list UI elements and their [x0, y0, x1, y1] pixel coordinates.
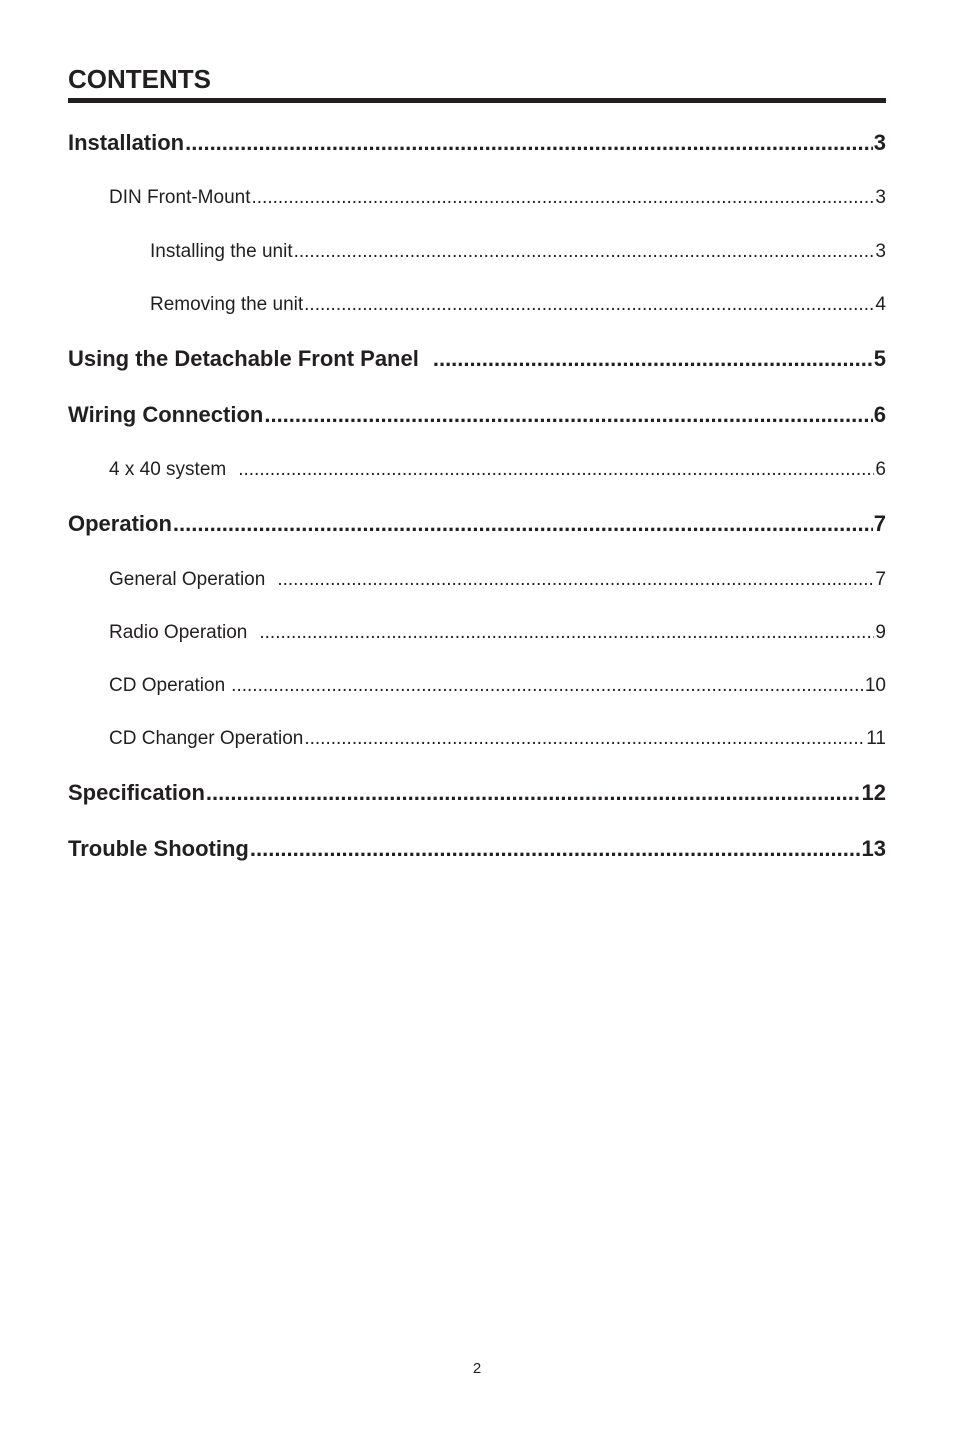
toc-entry-general-operation[interactable] — [109, 569, 886, 591]
toc-entry-4x40-system[interactable] — [109, 459, 886, 481]
toc-entry-page: 5 — [873, 346, 886, 371]
toc-dot-leader — [251, 187, 874, 209]
toc-entry-label: CD Changer Operation — [109, 728, 304, 749]
toc-entry-wiring-connection[interactable] — [68, 402, 886, 428]
toc-entry-label: Trouble Shooting — [68, 836, 249, 861]
toc-entry-radio-operation[interactable] — [109, 622, 886, 644]
toc-entry-page: 7 — [875, 569, 886, 590]
toc-entry-cd-changer-operation[interactable] — [109, 728, 886, 750]
toc-entry-page: 3 — [875, 187, 886, 208]
toc-dot-leader — [238, 459, 874, 481]
toc-entry-operation[interactable] — [68, 511, 886, 537]
toc-entry-removing-the-unit[interactable] — [150, 294, 886, 316]
toc-entry-installing-the-unit[interactable] — [150, 241, 886, 263]
page-number: 2 — [472, 1360, 482, 1377]
toc-entry-page: 11 — [866, 728, 886, 749]
toc-entry-installation[interactable] — [68, 130, 886, 156]
toc-dot-leader — [259, 622, 874, 644]
toc-entry-label: Radio Operation — [109, 622, 248, 643]
toc-entry-label: DIN Front-Mount — [109, 187, 251, 208]
toc-dot-leader — [206, 780, 861, 806]
toc-entry-specification[interactable] — [68, 780, 886, 806]
toc-entry-label: Using the Detachable Front Panel — [68, 346, 419, 371]
toc-entry-page: 3 — [875, 241, 886, 262]
toc-dot-leader — [250, 836, 861, 862]
toc-entry-label: CD Operation — [109, 675, 226, 696]
toc-entry-page: 6 — [875, 459, 886, 480]
toc-entry-trouble-shooting[interactable] — [68, 836, 886, 862]
toc-dot-leader — [185, 130, 873, 156]
toc-entry-label: General Operation — [109, 569, 266, 590]
toc-entry-page: 4 — [875, 294, 886, 315]
toc-entry-label: 4 x 40 system — [109, 459, 227, 480]
toc-dot-leader — [264, 402, 872, 428]
toc-dot-leader — [277, 569, 874, 591]
toc-entry-page: 10 — [864, 675, 886, 696]
page-title: CONTENTS — [68, 64, 211, 94]
toc-dot-leader — [433, 346, 873, 372]
toc-entry-label: Installing the unit — [150, 241, 293, 262]
toc-entry-page: 6 — [873, 402, 886, 427]
title-rule — [68, 98, 886, 103]
toc-entry-cd-operation[interactable] — [109, 675, 886, 697]
toc-entry-din-front-mount[interactable] — [109, 187, 886, 209]
toc-dot-leader — [304, 294, 874, 316]
toc-entry-page: 9 — [875, 622, 886, 643]
toc-entry-page: 7 — [873, 511, 886, 536]
toc-entry-label: Wiring Connection — [68, 402, 264, 427]
toc-dot-leader — [173, 511, 873, 537]
toc-entry-label: Removing the unit — [150, 294, 304, 315]
toc-entry-detachable-front-panel[interactable] — [68, 346, 886, 372]
toc-dot-leader — [304, 728, 865, 750]
toc-entry-page: 3 — [873, 130, 886, 155]
toc-entry-label: Operation — [68, 511, 172, 536]
toc-entry-page: 12 — [861, 780, 886, 805]
toc-entry-page: 13 — [861, 836, 886, 861]
toc-dot-leader — [231, 675, 864, 697]
toc-entry-label: Specification — [68, 780, 205, 805]
toc-entry-label: Installation — [68, 130, 185, 155]
toc-dot-leader — [294, 241, 875, 263]
